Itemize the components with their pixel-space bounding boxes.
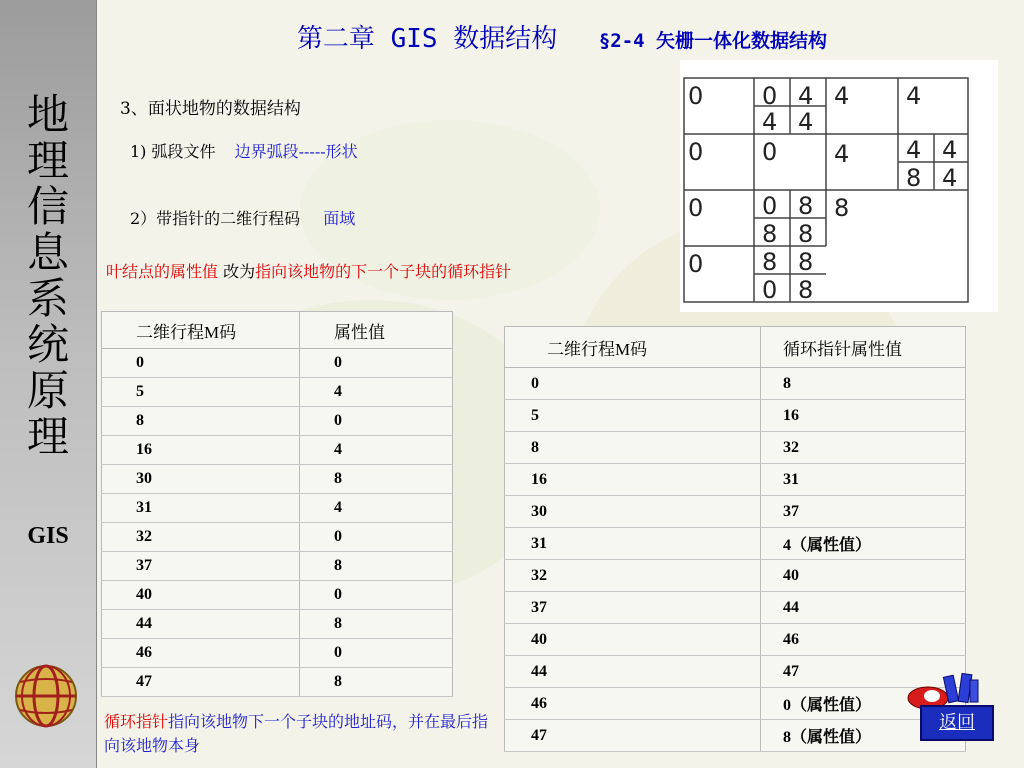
table-row xyxy=(102,552,453,581)
value-cell: 4 xyxy=(300,494,453,523)
table-row xyxy=(505,720,966,752)
grid-cell-value: 0 xyxy=(688,194,704,222)
value-cell: 8 xyxy=(761,368,966,400)
leaf-note-black: 改为 xyxy=(218,262,256,281)
table-row xyxy=(505,400,966,432)
grid-cell-value: 8 xyxy=(798,248,814,276)
code-cell: 37 xyxy=(102,552,300,581)
value-cell: 0 xyxy=(300,523,453,552)
leaf-note-red: 叶结点的属性值 xyxy=(106,262,219,281)
table-row xyxy=(505,464,966,496)
item-arc-file-value: 边界弧段-----形状 xyxy=(234,142,358,161)
code-cell: 5 xyxy=(102,378,300,407)
sidebar-title-char: 地 xyxy=(26,90,69,139)
item-runlength-label: 2）带指针的二维行程码 xyxy=(130,209,301,228)
back-button-label: 返回 xyxy=(939,712,975,733)
table-header-row xyxy=(102,312,453,349)
grid-cell-value: 8 xyxy=(834,194,850,222)
sidebar-title-char: 理 xyxy=(26,412,69,461)
attribute-table-body xyxy=(102,349,453,697)
pointer-table-body xyxy=(505,368,966,752)
code-cell: 32 xyxy=(102,523,300,552)
value-cell: 8 xyxy=(300,552,453,581)
chapter-title: 第二章 GIS 数据结构 xyxy=(296,24,558,54)
table-header-row xyxy=(505,327,966,368)
table-row xyxy=(102,378,453,407)
table-row xyxy=(102,639,453,668)
table-row xyxy=(102,610,453,639)
sidebar-title-char: 原 xyxy=(26,366,69,415)
code-cell: 46 xyxy=(505,688,761,720)
code-cell: 44 xyxy=(505,656,761,688)
table-row xyxy=(102,465,453,494)
code-cell: 31 xyxy=(505,528,761,560)
code-cell: 30 xyxy=(102,465,300,494)
grid-cell-value: 4 xyxy=(798,82,814,110)
grid-cell-value: 8 xyxy=(798,192,814,220)
table-row xyxy=(102,523,453,552)
table-header-cell: 循环指针属性值 xyxy=(761,327,966,368)
code-cell: 0 xyxy=(505,368,761,400)
leaf-note-pointer: 指向该地物的下一个子块的循环指针 xyxy=(255,262,512,281)
table-row xyxy=(102,581,453,610)
sidebar xyxy=(0,0,97,768)
sidebar-title xyxy=(10,92,86,460)
grid-cell-value: 4 xyxy=(834,140,850,168)
pointer-table xyxy=(504,326,966,752)
code-cell: 16 xyxy=(505,464,761,496)
table-row xyxy=(505,624,966,656)
grid-cell-value: 0 xyxy=(762,82,778,110)
leaf-note xyxy=(106,259,511,282)
grid-cell-value: 8 xyxy=(762,248,778,276)
sidebar-gis-tag: GIS xyxy=(27,523,69,549)
grid-cell-value: 8 xyxy=(762,220,778,248)
grid-cell-value: 4 xyxy=(834,82,850,110)
sidebar-title-char: 理 xyxy=(26,136,69,185)
value-cell: 0 xyxy=(300,581,453,610)
grid-cell-value: 0 xyxy=(762,138,778,166)
table-row xyxy=(505,528,966,560)
value-cell: 0 xyxy=(300,407,453,436)
code-cell: 47 xyxy=(102,668,300,697)
sidebar-title-char: 系 xyxy=(26,274,69,323)
item-arc-file xyxy=(130,139,358,162)
table-row xyxy=(505,368,966,400)
table-row xyxy=(505,496,966,528)
table-row xyxy=(505,432,966,464)
footer-note xyxy=(104,710,499,758)
grid-cell-value: 4 xyxy=(942,136,958,164)
grid-cell-value: 4 xyxy=(798,108,814,136)
grid-cell-value: 8 xyxy=(798,276,814,304)
value-cell: 8（属性值） xyxy=(761,720,966,752)
grid-cell-value: 4 xyxy=(942,164,958,192)
code-cell: 44 xyxy=(102,610,300,639)
grid-cell-value: 0 xyxy=(762,192,778,220)
value-cell: 4 xyxy=(300,378,453,407)
globe-icon xyxy=(10,660,82,732)
footer-note-red: 循环指针 xyxy=(104,712,169,731)
value-cell: 0（属性值） xyxy=(761,688,966,720)
table-row xyxy=(505,656,966,688)
code-cell: 0 xyxy=(102,349,300,378)
table-row xyxy=(102,668,453,697)
sidebar-title-char: 统 xyxy=(26,320,69,369)
code-cell: 37 xyxy=(505,592,761,624)
code-cell: 32 xyxy=(505,560,761,592)
raster-grid-diagram xyxy=(680,60,998,312)
code-cell: 46 xyxy=(102,639,300,668)
table-row xyxy=(102,407,453,436)
value-cell: 8 xyxy=(300,465,453,494)
table-row xyxy=(102,494,453,523)
code-cell: 30 xyxy=(505,496,761,528)
value-cell: 47 xyxy=(761,656,966,688)
value-cell: 46 xyxy=(761,624,966,656)
table-header-cell: 属性值 xyxy=(300,312,453,349)
value-cell: 32 xyxy=(761,432,966,464)
table-row xyxy=(102,436,453,465)
grid-cell-value: 0 xyxy=(688,250,704,278)
code-cell: 5 xyxy=(505,400,761,432)
grid-cell-value: 8 xyxy=(906,164,922,192)
attribute-table xyxy=(101,311,453,697)
value-cell: 0 xyxy=(300,639,453,668)
code-cell: 40 xyxy=(505,624,761,656)
value-cell: 31 xyxy=(761,464,966,496)
code-cell: 16 xyxy=(102,436,300,465)
grid-cell-value: 4 xyxy=(906,82,922,110)
table-header-cell: 二维行程M码 xyxy=(102,312,300,349)
value-cell: 37 xyxy=(761,496,966,528)
grid-cell-value: 0 xyxy=(688,138,704,166)
value-cell: 44 xyxy=(761,592,966,624)
page-title xyxy=(100,18,1024,55)
code-cell: 40 xyxy=(102,581,300,610)
value-cell: 8 xyxy=(300,668,453,697)
grid-cell-value: 4 xyxy=(906,136,922,164)
code-cell: 31 xyxy=(102,494,300,523)
table-row xyxy=(505,592,966,624)
value-cell: 4（属性值） xyxy=(761,528,966,560)
code-cell: 47 xyxy=(505,720,761,752)
back-button[interactable] xyxy=(920,705,994,741)
value-cell: 16 xyxy=(761,400,966,432)
value-cell: 40 xyxy=(761,560,966,592)
item-runlength-code xyxy=(130,206,355,229)
item-runlength-value: 面域 xyxy=(323,209,356,228)
table-row xyxy=(505,688,966,720)
item-arc-file-label: 1) 弧段文件 xyxy=(130,142,216,161)
section-heading: 3、面状地物的数据结构 xyxy=(120,99,301,119)
sidebar-title-char: 信 xyxy=(26,182,69,231)
table-row xyxy=(102,349,453,378)
footer-note-blue: 指向该地物下一个子块的地址码，并在最后指向该地物本身 xyxy=(104,712,489,755)
sidebar-title-char: 息 xyxy=(26,228,69,277)
grid-cell-value: 0 xyxy=(688,82,704,110)
code-cell: 8 xyxy=(102,407,300,436)
value-cell: 4 xyxy=(300,436,453,465)
section-subtitle: §2-4 矢栅一体化数据结构 xyxy=(598,30,828,52)
table-header-cell: 二维行程M码 xyxy=(505,327,761,368)
code-cell: 8 xyxy=(505,432,761,464)
value-cell: 0 xyxy=(300,349,453,378)
grid-cell-value: 4 xyxy=(762,108,778,136)
value-cell: 8 xyxy=(300,610,453,639)
grid-cell-value: 0 xyxy=(762,276,778,304)
table-row xyxy=(505,560,966,592)
grid-cell-value: 8 xyxy=(798,220,814,248)
